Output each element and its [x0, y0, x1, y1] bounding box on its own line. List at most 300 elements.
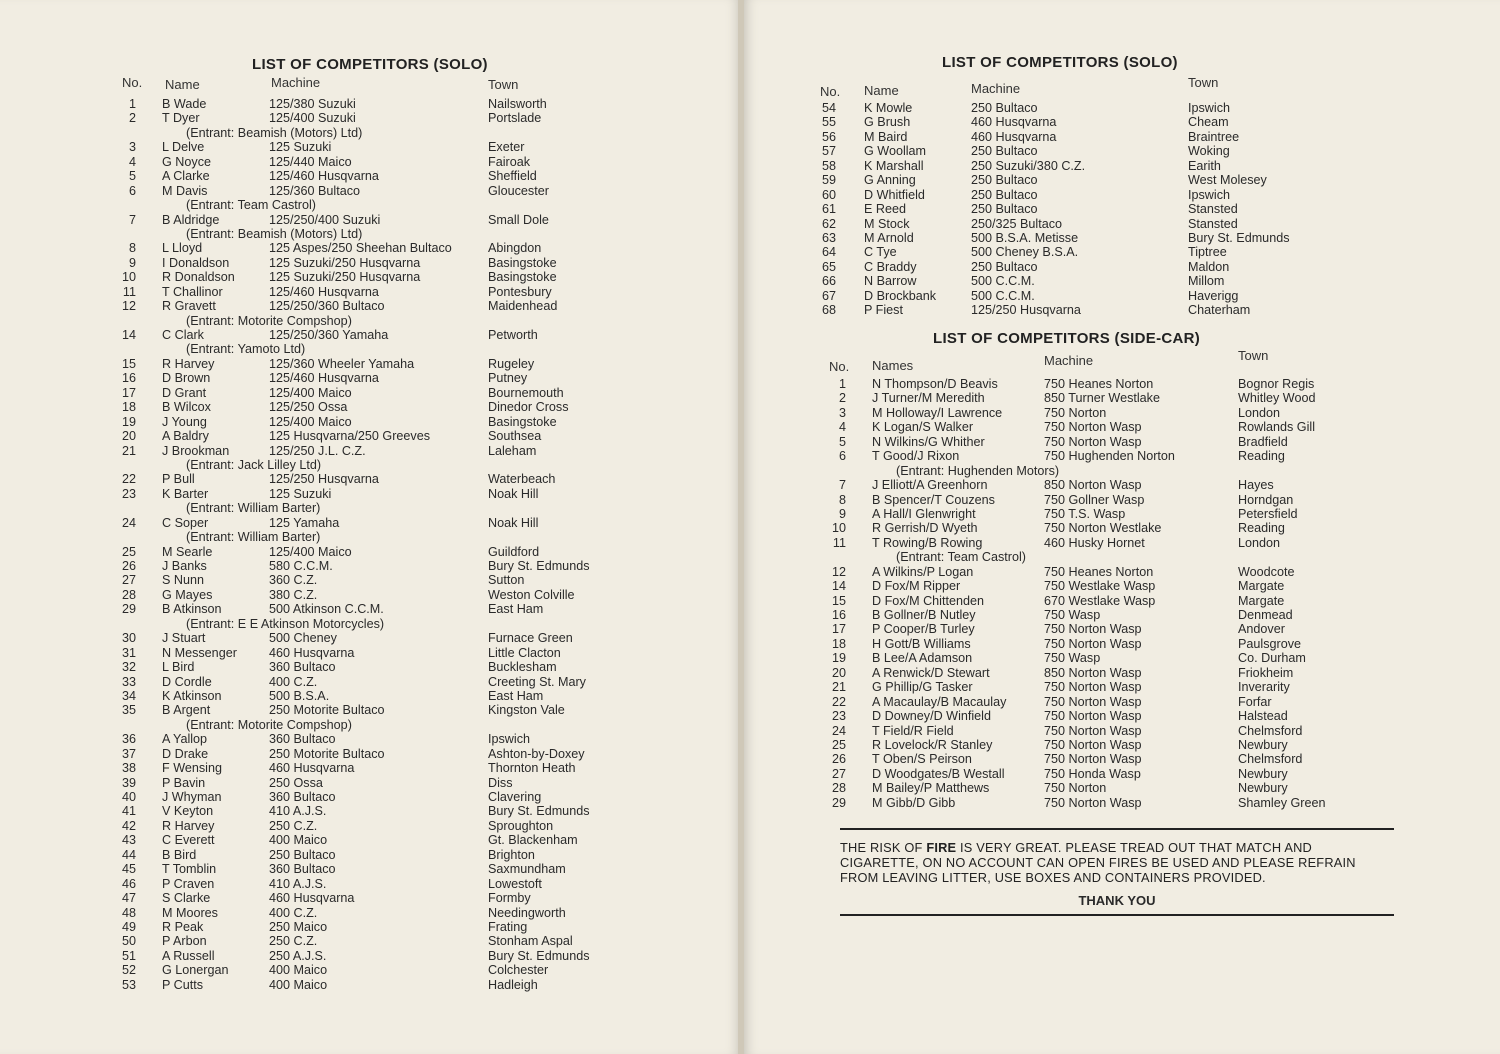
competitor-machine: 250 Bultaco [971, 144, 1038, 159]
competitor-number: 27 [121, 573, 136, 588]
competitor-town: Margate [1238, 593, 1285, 608]
competitor-town: Chaterham [1188, 303, 1251, 318]
competitor-town: Putney [488, 371, 528, 386]
entrant-label: (Entrant: William Barter) [186, 501, 321, 516]
competitor-number: 41 [121, 804, 136, 819]
competitor-number: 36 [121, 732, 136, 747]
competitor-town: Woodcote [1238, 564, 1295, 579]
entrant-row [114, 198, 614, 212]
competitor-town: Bury St. Edmunds [1188, 230, 1290, 245]
competitor-number: 16 [831, 608, 846, 622]
competitor-machine: 580 C.C.M. [269, 559, 333, 573]
competitor-row [814, 245, 1334, 259]
competitor-town: Gt. Blackenham [488, 833, 578, 848]
competitor-machine: 750 Norton Wasp [1044, 694, 1142, 709]
competitor-town: Needingworth [488, 905, 566, 920]
competitor-machine: 125/380 Suzuki [269, 97, 356, 111]
sidecar-competitor-table [824, 377, 1384, 810]
competitor-row [824, 651, 1384, 665]
competitor-town: London [1238, 535, 1281, 550]
competitor-name: G Mayes [162, 587, 213, 602]
competitor-number: 52 [121, 963, 136, 978]
competitor-row [114, 169, 614, 183]
competitor-town: Braintree [1188, 129, 1240, 144]
fire-notice [840, 828, 1394, 916]
competitor-machine: 750 Norton Wasp [1044, 737, 1142, 752]
competitor-number: 22 [121, 472, 136, 487]
competitor-name: N Thompson/D Beavis [872, 377, 998, 391]
competitor-row [114, 891, 614, 905]
competitor-machine: 250 Suzuki/380 C.Z. [971, 158, 1086, 173]
competitor-name: K Atkinson [162, 688, 222, 703]
competitor-machine: 500 Cheney B.S.A. [971, 245, 1079, 260]
competitor-name: J Turner/M Meredith [872, 391, 985, 406]
competitor-row [814, 289, 1334, 303]
competitor-town: Bury St. Edmunds [488, 948, 590, 963]
entrant-label: (Entrant: Beamish (Motors) Ltd) [186, 226, 363, 241]
competitor-machine: 400 C.Z. [269, 905, 318, 920]
competitor-row [114, 934, 614, 948]
competitor-row [114, 111, 614, 125]
competitor-machine: 500 Cheney [269, 631, 337, 646]
competitor-number: 21 [831, 680, 846, 695]
left-header-no: No. [122, 75, 143, 90]
competitor-machine: 125/360 Bultaco [269, 183, 361, 198]
competitor-town: Furnace Green [488, 631, 573, 646]
competitor-machine: 460 Husqvarna [971, 115, 1057, 130]
competitor-machine: 360 C.Z. [269, 573, 318, 588]
entrant-row [114, 126, 614, 140]
competitor-machine: 400 C.Z. [269, 674, 318, 689]
competitor-row [814, 130, 1334, 144]
competitor-machine: 750 Norton Westlake [1044, 521, 1162, 536]
competitor-machine: 750 Heanes Norton [1044, 564, 1154, 579]
competitor-row [114, 429, 614, 443]
competitor-town: Inverarity [1238, 680, 1290, 695]
competitor-row [814, 231, 1334, 245]
competitor-machine: 750 Norton Wasp [1044, 752, 1142, 767]
competitor-name: A Yallop [162, 732, 208, 747]
competitor-row [824, 521, 1384, 535]
competitor-name: F Wensing [162, 761, 222, 776]
competitor-name: T Oben/S Peirson [872, 752, 972, 767]
competitor-number: 32 [121, 660, 136, 675]
competitor-name: G Noyce [162, 154, 211, 169]
competitor-machine: 250 C.Z. [269, 818, 318, 833]
competitor-number: 4 [128, 154, 136, 169]
right-solo-title: LIST OF COMPETITORS (SOLO) [942, 54, 1178, 71]
competitor-machine: 750 Norton [1044, 781, 1107, 796]
competitor-number: 12 [121, 299, 136, 314]
competitor-row [114, 472, 614, 486]
competitor-number: 51 [121, 948, 136, 963]
competitor-machine: 125 Yamaha [269, 515, 340, 530]
competitor-town: Whitley Wood [1238, 391, 1316, 406]
entrant-label: (Entrant: Team Castrol) [186, 198, 316, 213]
competitor-town: Halstead [1238, 709, 1288, 724]
competitor-machine: 750 T.S. Wasp [1044, 506, 1126, 521]
competitor-name: B Wade [162, 97, 207, 111]
competitor-row [824, 507, 1384, 521]
entrant-row [114, 314, 614, 328]
entrant-row [114, 530, 614, 544]
competitor-number: 68 [821, 303, 836, 318]
competitor-town: Bournemouth [488, 385, 564, 400]
competitor-town: Little Clacton [488, 645, 561, 660]
competitor-number: 14 [831, 579, 846, 594]
competitor-town: London [1238, 405, 1281, 420]
competitor-name: P Craven [162, 876, 215, 891]
competitor-number: 33 [121, 674, 136, 689]
competitor-name: G Phillip/G Tasker [872, 680, 973, 695]
competitor-row [114, 213, 614, 227]
competitor-row [824, 724, 1384, 738]
competitor-row [114, 328, 614, 342]
competitor-name: D Cordle [162, 674, 212, 689]
competitor-number: 59 [821, 173, 836, 188]
competitor-row [114, 790, 614, 804]
right-solo-header-machine: Machine [971, 81, 1021, 96]
competitor-number: 10 [831, 521, 846, 536]
competitor-machine: 125/400 Maico [269, 544, 352, 559]
competitor-row [114, 270, 614, 284]
competitor-number: 12 [831, 564, 846, 579]
competitor-number: 19 [121, 414, 136, 429]
competitor-row [814, 217, 1334, 231]
competitor-town: Saxmundham [488, 862, 566, 877]
competitor-number: 8 [128, 241, 136, 256]
entrant-row [114, 718, 614, 732]
competitor-name: D Downey/D Winfield [872, 709, 991, 724]
competitor-row [114, 949, 614, 963]
competitor-name: P Fiest [864, 303, 903, 318]
competitor-name: M Holloway/I Lawrence [872, 405, 1003, 420]
competitor-number: 37 [121, 746, 136, 761]
competitor-row [114, 963, 614, 977]
competitor-machine: 400 Maico [269, 963, 328, 978]
competitor-machine: 750 Gollner Wasp [1044, 492, 1145, 507]
competitor-number: 21 [121, 443, 136, 458]
competitor-row [114, 415, 614, 429]
competitor-name: M Bailey/P Matthews [872, 781, 990, 796]
competitor-name: P Bull [162, 472, 195, 487]
competitor-number: 18 [831, 636, 846, 651]
competitor-name: R Gravett [162, 299, 216, 314]
competitor-town: Kingston Vale [488, 703, 565, 718]
competitor-town: Petworth [488, 328, 538, 342]
competitor-machine: 750 Norton Wasp [1044, 636, 1142, 651]
left-header-machine: Machine [271, 75, 321, 90]
competitor-town: Waterbeach [488, 472, 556, 487]
competitor-machine: 125 Suzuki/250 Husqvarna [269, 270, 421, 285]
competitor-name: N Wilkins/G Whither [872, 434, 985, 449]
competitor-row [814, 260, 1334, 274]
competitor-name: C Everett [162, 833, 215, 848]
competitor-town: Friokheim [1238, 665, 1294, 680]
competitor-row [114, 631, 614, 645]
competitor-name: G Anning [864, 173, 916, 188]
competitor-name: D Grant [162, 385, 207, 400]
competitor-number: 29 [831, 795, 846, 810]
competitor-machine: 125/460 Husqvarna [269, 284, 379, 299]
competitor-machine: 250 Motorite Bultaco [269, 703, 385, 718]
competitor-town: Bradfield [1238, 434, 1288, 449]
competitor-number: 46 [121, 876, 136, 891]
competitor-row [824, 420, 1384, 434]
competitor-number: 16 [121, 371, 136, 386]
competitor-name: A Hall/I Glenwright [872, 506, 976, 521]
competitor-row [114, 747, 614, 761]
competitor-number: 26 [831, 752, 846, 767]
entrant-label: (Entrant: E E Atkinson Motorcycles) [186, 616, 385, 631]
competitor-town: Guildford [488, 544, 540, 559]
competitor-town: West Molesey [1188, 173, 1267, 188]
competitor-name: K Barter [162, 486, 209, 501]
entrant-label: (Entrant: Hughenden Motors) [896, 463, 1060, 478]
competitor-town: Sproughton [488, 818, 554, 833]
competitor-machine: 410 A.J.S. [269, 804, 327, 819]
competitor-name: R Donaldson [162, 270, 235, 285]
competitor-machine: 750 Heanes Norton [1044, 377, 1154, 391]
competitor-row [114, 573, 614, 587]
competitor-town: Shamley Green [1238, 795, 1326, 810]
competitor-row [824, 478, 1384, 492]
competitor-name: K Marshall [864, 158, 924, 173]
competitor-name: R Harvey [162, 818, 215, 833]
competitor-row [114, 545, 614, 559]
competitor-number: 3 [838, 405, 846, 420]
competitor-name: K Mowle [864, 101, 913, 115]
competitor-name: E Reed [864, 202, 907, 217]
competitor-name: J Banks [162, 559, 207, 573]
competitor-machine: 750 Norton [1044, 405, 1107, 420]
right-solo-header-no: No. [820, 84, 841, 99]
competitor-name: D Fox/M Chittenden [872, 593, 984, 608]
entrant-label: (Entrant: Beamish (Motors) Ltd) [186, 125, 363, 140]
competitor-number: 63 [821, 230, 836, 245]
entrant-label: (Entrant: Jack Lilley Ltd) [186, 457, 322, 472]
entrant-row [824, 550, 1384, 564]
competitor-name: G Woollam [864, 144, 927, 159]
competitor-number: 67 [821, 288, 836, 303]
competitor-machine: 125 Husqvarna/250 Greeves [269, 429, 431, 444]
competitor-machine: 125/250 Ossa [269, 400, 348, 415]
competitor-town: Weston Colville [488, 587, 575, 602]
competitor-machine: 460 Husqvarna [269, 891, 355, 906]
competitor-row [114, 602, 614, 616]
competitor-town: Paulsgrove [1238, 636, 1302, 651]
competitor-row [114, 689, 614, 703]
competitor-machine: 125/400 Maico [269, 414, 352, 429]
competitor-number: 50 [121, 934, 136, 949]
competitor-row [114, 833, 614, 847]
competitor-row [814, 303, 1334, 317]
competitor-town: Dinedor Cross [488, 400, 569, 415]
competitor-town: Maidenhead [488, 299, 558, 314]
competitor-machine: 125/460 Husqvarna [269, 371, 379, 386]
competitor-town: Basingstoke [488, 255, 557, 270]
competitor-machine: 500 C.C.M. [971, 274, 1035, 289]
competitor-town: Basingstoke [488, 270, 557, 285]
competitor-row [824, 377, 1384, 391]
competitor-machine: 750 Norton Wasp [1044, 795, 1142, 810]
competitor-town: Chelmsford [1238, 723, 1303, 738]
competitor-number: 49 [121, 919, 136, 934]
right-solo-header-name: Name [864, 83, 899, 98]
competitor-name: R Gerrish/D Wyeth [872, 521, 978, 536]
competitor-number: 48 [121, 905, 136, 920]
competitor-row [824, 680, 1384, 694]
competitor-number: 10 [121, 270, 136, 285]
competitor-town: Frating [488, 919, 528, 934]
competitor-number: 31 [121, 645, 136, 660]
competitor-number: 19 [831, 651, 846, 666]
competitor-machine: 360 Bultaco [269, 660, 336, 675]
competitor-row [114, 487, 614, 501]
competitor-machine: 460 Husqvarna [269, 645, 355, 660]
competitor-number: 20 [831, 665, 846, 680]
competitor-number: 18 [121, 400, 136, 415]
competitor-machine: 850 Norton Wasp [1044, 665, 1142, 680]
competitor-machine: 360 Bultaco [269, 862, 336, 877]
competitor-town: Noak Hill [488, 515, 539, 530]
entrant-label: (Entrant: Yamoto Ltd) [186, 342, 306, 357]
entrant-label: (Entrant: Team Castrol) [896, 550, 1026, 565]
competitor-row [114, 184, 614, 198]
competitor-machine: 125/250/360 Bultaco [269, 299, 385, 314]
competitor-name: P Arbon [162, 934, 207, 949]
competitor-machine: 250 A.J.S. [269, 948, 327, 963]
competitor-machine: 250 Bultaco [971, 259, 1038, 274]
competitor-machine: 250 Bultaco [269, 847, 336, 862]
competitor-row [114, 675, 614, 689]
competitor-town: Small Dole [488, 212, 549, 227]
competitor-row [114, 877, 614, 891]
competitor-row [824, 406, 1384, 420]
competitor-number: 28 [121, 587, 136, 602]
competitor-town: Bucklesham [488, 660, 557, 675]
competitor-row [824, 781, 1384, 795]
competitor-name: T Rowing/B Rowing [872, 535, 983, 550]
competitor-town: Woking [1188, 144, 1230, 159]
competitor-machine: 500 Atkinson C.C.M. [269, 602, 384, 617]
notice-fire-word: FIRE [926, 840, 957, 855]
competitor-row [114, 155, 614, 169]
competitor-row [114, 703, 614, 717]
competitor-town: Gloucester [488, 183, 549, 198]
competitor-machine: 460 Husqvarna [269, 761, 355, 776]
competitor-town: Laleham [488, 443, 537, 458]
competitor-number: 25 [831, 737, 846, 752]
competitor-name: A Baldry [162, 429, 209, 444]
competitor-town: Haverigg [1188, 288, 1239, 303]
competitor-row [114, 804, 614, 818]
competitor-number: 22 [831, 694, 846, 709]
competitor-machine: 850 Norton Wasp [1044, 478, 1142, 493]
competitor-name: M Gibb/D Gibb [872, 795, 956, 810]
competitor-row [824, 666, 1384, 680]
entrant-row [114, 227, 614, 241]
competitor-town: East Ham [488, 688, 544, 703]
competitor-name: L Delve [162, 140, 205, 155]
competitor-machine: 125 Suzuki [269, 486, 332, 501]
competitor-name: M Davis [162, 183, 208, 198]
competitor-town: Basingstoke [488, 414, 557, 429]
competitor-number: 61 [821, 202, 836, 217]
competitor-town: Sheffield [488, 169, 537, 184]
entrant-row [114, 342, 614, 356]
competitor-machine: 250 Bultaco [971, 101, 1038, 115]
competitor-town: Margate [1238, 579, 1285, 594]
competitor-name: D Whitfield [864, 187, 925, 202]
competitor-name: T Tomblin [162, 862, 217, 877]
competitor-town: Earith [1188, 158, 1221, 173]
competitor-number: 42 [121, 818, 136, 833]
competitor-machine: 500 C.C.M. [971, 288, 1035, 303]
competitor-name: P Cutts [162, 977, 204, 992]
competitor-row [814, 115, 1334, 129]
competitor-name: M Baird [864, 129, 908, 144]
competitor-row [814, 101, 1334, 115]
competitor-row [114, 660, 614, 674]
competitor-number: 17 [121, 385, 136, 400]
thank-you-text: THANK YOU [840, 893, 1394, 916]
competitor-name: P Bavin [162, 775, 206, 790]
competitor-number: 62 [821, 216, 836, 231]
competitor-town: Sutton [488, 573, 525, 588]
competitor-machine: 250 Maico [269, 919, 328, 934]
competitor-row [114, 371, 614, 385]
competitor-town: Colchester [488, 963, 549, 978]
competitor-row [824, 767, 1384, 781]
competitor-town: Ipswich [1188, 101, 1230, 115]
competitor-machine: 250 Bultaco [971, 173, 1038, 188]
competitor-town: Formby [488, 891, 531, 906]
competitor-town: Portslade [488, 111, 542, 126]
competitor-town: Stansted [1188, 216, 1238, 231]
sidecar-header-town: Town [1238, 348, 1269, 363]
competitor-row [824, 493, 1384, 507]
competitor-number: 57 [821, 144, 836, 159]
competitor-machine: 250 Motorite Bultaco [269, 746, 385, 761]
competitor-machine: 400 Maico [269, 977, 328, 992]
competitor-town: Maldon [1188, 259, 1230, 274]
competitor-town: Chelmsford [1238, 752, 1303, 767]
competitor-number: 7 [838, 478, 846, 493]
competitor-machine: 500 B.S.A. [269, 688, 330, 703]
competitor-row [114, 819, 614, 833]
sidecar-title: LIST OF COMPETITORS (SIDE-CAR) [933, 330, 1201, 347]
competitor-town: Nailsworth [488, 97, 547, 111]
competitor-number: 24 [121, 515, 136, 530]
competitor-town: Ashton-by-Doxey [488, 746, 585, 761]
competitor-row [114, 386, 614, 400]
competitor-machine: 125/250 Husqvarna [269, 472, 379, 487]
competitor-machine: 500 B.S.A. Metisse [971, 230, 1079, 245]
entrant-row [824, 464, 1384, 478]
competitor-machine: 250 Bultaco [971, 202, 1038, 217]
competitor-town: Ipswich [1188, 187, 1230, 202]
competitor-machine: 750 Norton Wasp [1044, 622, 1142, 637]
competitor-name: N Barrow [864, 274, 917, 289]
competitor-name: S Nunn [162, 573, 205, 588]
competitor-machine: 125/250 J.L. C.Z. [269, 443, 366, 458]
competitor-name: C Tye [864, 245, 897, 260]
competitor-name: B Gollner/B Nutley [872, 608, 976, 622]
competitor-row [114, 140, 614, 154]
competitor-name: M Moores [162, 905, 218, 920]
competitor-row [114, 285, 614, 299]
